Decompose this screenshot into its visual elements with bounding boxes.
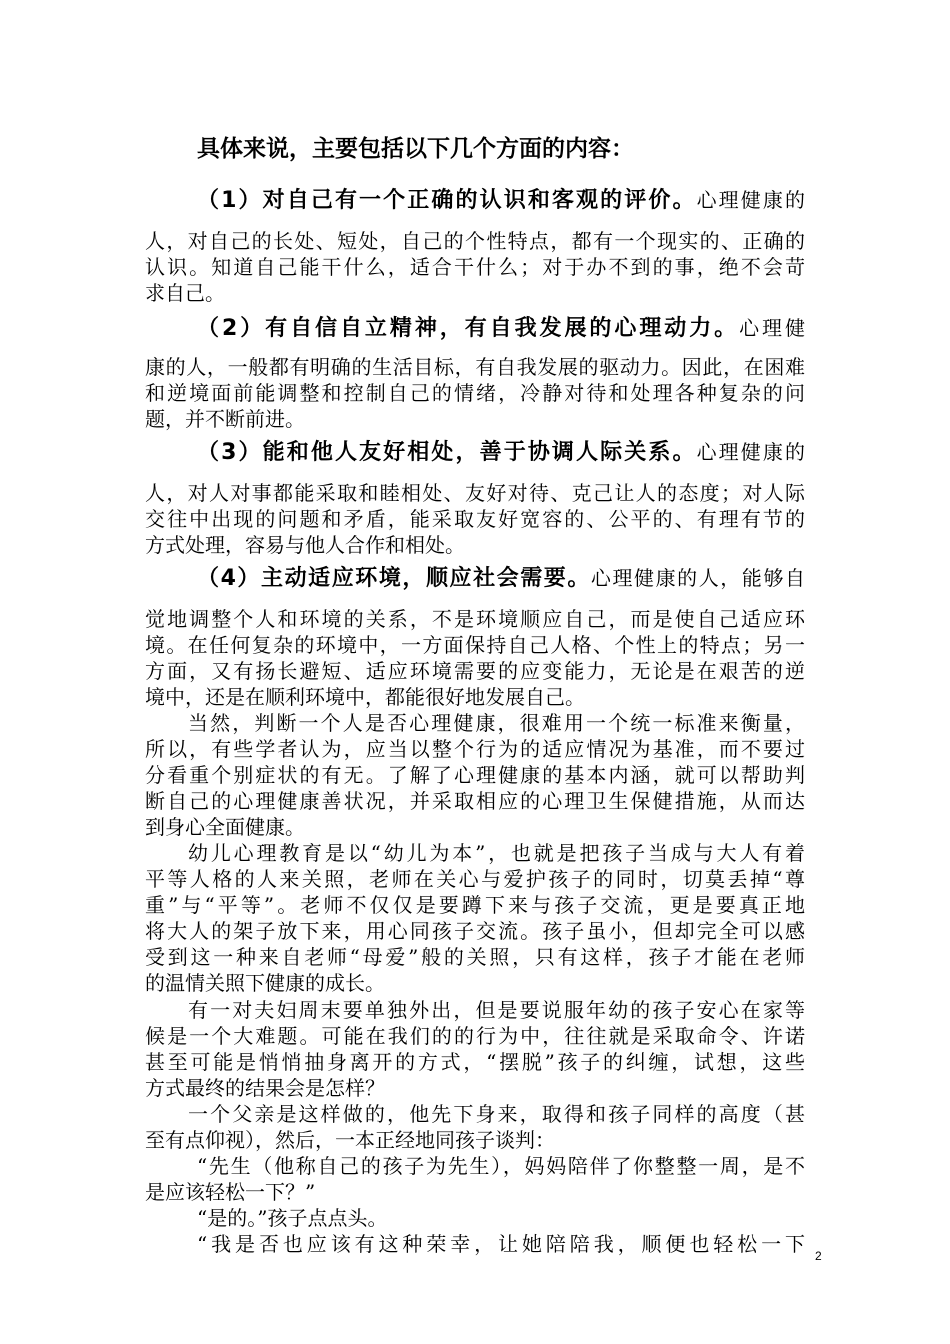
item-2-line: 和逆境面前能调整和控制自己的情绪，冷静对待和处理各种复杂的问 — [145, 381, 805, 405]
item-3-title: （3）能和他人友好相处，善于协调人际关系。 — [197, 440, 697, 465]
paragraph-2-line: 重”与“平等”。老师不仅仅是要蹲下来与孩子交流，更是要真正地 — [145, 893, 805, 917]
paragraph-4-line: 一个父亲是这样做的，他先下身来，取得和孩子同样的高度（甚 — [188, 1102, 805, 1126]
item-2-title: （2）有自信自立精神，有自我发展的心理动力。 — [197, 316, 740, 341]
paragraph-1-line: 分看重个别症状的有无。了解了心理健康的基本内涵，就可以帮助判 — [145, 763, 805, 787]
item-2-line: 题，并不断前进。 — [145, 407, 305, 431]
paragraph-6-line: “是的。”孩子点点头。 — [197, 1206, 388, 1230]
paragraph-3-line: 甚至可能是悄悄抽身离开的方式，“摆脱”孩子的纠缠，试想，这些 — [145, 1050, 805, 1074]
item-2-line: 康的人，一般都有明确的生活目标，有自我发展的驱动力。因此，在困难 — [145, 355, 805, 379]
item-4-lead: 心理健康的人，能够自 — [590, 566, 806, 590]
paragraph-1-line: 所以，有些学者认为，应当以整个行为的适应情况为基准，而不要过 — [145, 737, 805, 761]
item-1-first-line — [197, 188, 805, 213]
paragraph-1-line: 当然，判断一个人是否心理健康，很难用一个统一标准来衡量， — [188, 711, 805, 735]
item-3-first-line — [197, 440, 805, 465]
paragraph-1-line: 断自己的心理健康善状况，并采取相应的心理卫生保健措施，从而达 — [145, 789, 805, 813]
section-heading: 具体来说，主要包括以下几个方面的内容： — [197, 136, 634, 162]
item-3-lead: 心理健康的 — [696, 440, 806, 464]
paragraph-1-line: 到身心全面健康。 — [145, 815, 305, 839]
item-4-line: 境中，还是在顺利环境中，都能很好地发展自己。 — [145, 685, 585, 709]
paragraph-5-line: 是应该轻松一下？” — [145, 1180, 316, 1204]
item-4-line: 觉地调整个人和环境的关系，不是环境顺应自己，而是使自己适应环 — [145, 607, 805, 631]
item-2-first-line — [197, 316, 805, 341]
paragraph-2-line: 受到这一种来自老师“母爱”般的关照，只有这样，孩子才能在老师 — [145, 945, 805, 969]
item-3-line: 方式处理，容易与他人合作和相处。 — [145, 533, 465, 557]
item-2-lead: 心理健 — [739, 316, 805, 340]
item-4-first-line — [197, 566, 805, 591]
item-1-line: 求自己。 — [145, 281, 225, 305]
item-1-line: 人，对自己的长处、短处，自己的个性特点，都有一个现实的、正确的 — [145, 229, 805, 253]
item-1-line: 认识。知道自己能干什么，适合干什么；对于办不到的事，绝不会苛 — [145, 255, 805, 279]
paragraph-3-line: 方式最终的结果会是怎样？ — [145, 1076, 385, 1100]
item-3-line: 交往中出现的问题和矛盾，能采取友好宽容的、公平的、有理有节的 — [145, 507, 805, 531]
item-1-title: （1）对自己有一个正确的认识和客观的评价。 — [197, 188, 697, 213]
paragraph-2-line: 的温情关照下健康的成长。 — [145, 971, 385, 995]
page-number: 2 — [815, 1249, 822, 1263]
paragraph-2-line: 幼儿心理教育是以“幼儿为本”，也就是把孩子当成与大人有着 — [188, 841, 805, 865]
paragraph-3-line: 有一对夫妇周末要单独外出，但是要说服年幼的孩子安心在家等 — [188, 998, 805, 1022]
item-3-line: 人，对人对事都能采取和睦相处、友好对待、克己让人的态度；对人际 — [145, 481, 805, 505]
paragraph-3-line: 候是一个大难题。可能在我们的的行为中，往往就是采取命令、许诺 — [145, 1024, 805, 1048]
paragraph-2-line: 将大人的架子放下来，用心同孩子交流。孩子虽小，但却完全可以感 — [145, 919, 805, 943]
paragraph-5-line: “先生（他称自己的孩子为先生），妈妈陪伴了你整整一周，是不 — [197, 1154, 805, 1178]
paragraph-7-line: “我是否也应该有这种荣幸，让她陪陪我，顺便也轻松一下 — [197, 1232, 805, 1256]
item-4-title: （4）主动适应环境，顺应社会需要。 — [197, 566, 591, 591]
paragraph-2-line: 平等人格的人来关照，老师在关心与爱护孩子的同时，切莫丢掉“尊 — [145, 867, 805, 891]
paragraph-4-line: 至有点仰视），然后，一本正经地同孩子谈判： — [145, 1128, 555, 1152]
item-4-line: 境。在任何复杂的环境中，一方面保持自己人格、个性上的特点；另一 — [145, 633, 805, 657]
item-1-lead: 心理健康的 — [696, 188, 806, 212]
item-4-line: 方面，又有扬长避短、适应环境需要的应变能力，无论是在艰苦的逆 — [145, 659, 805, 683]
